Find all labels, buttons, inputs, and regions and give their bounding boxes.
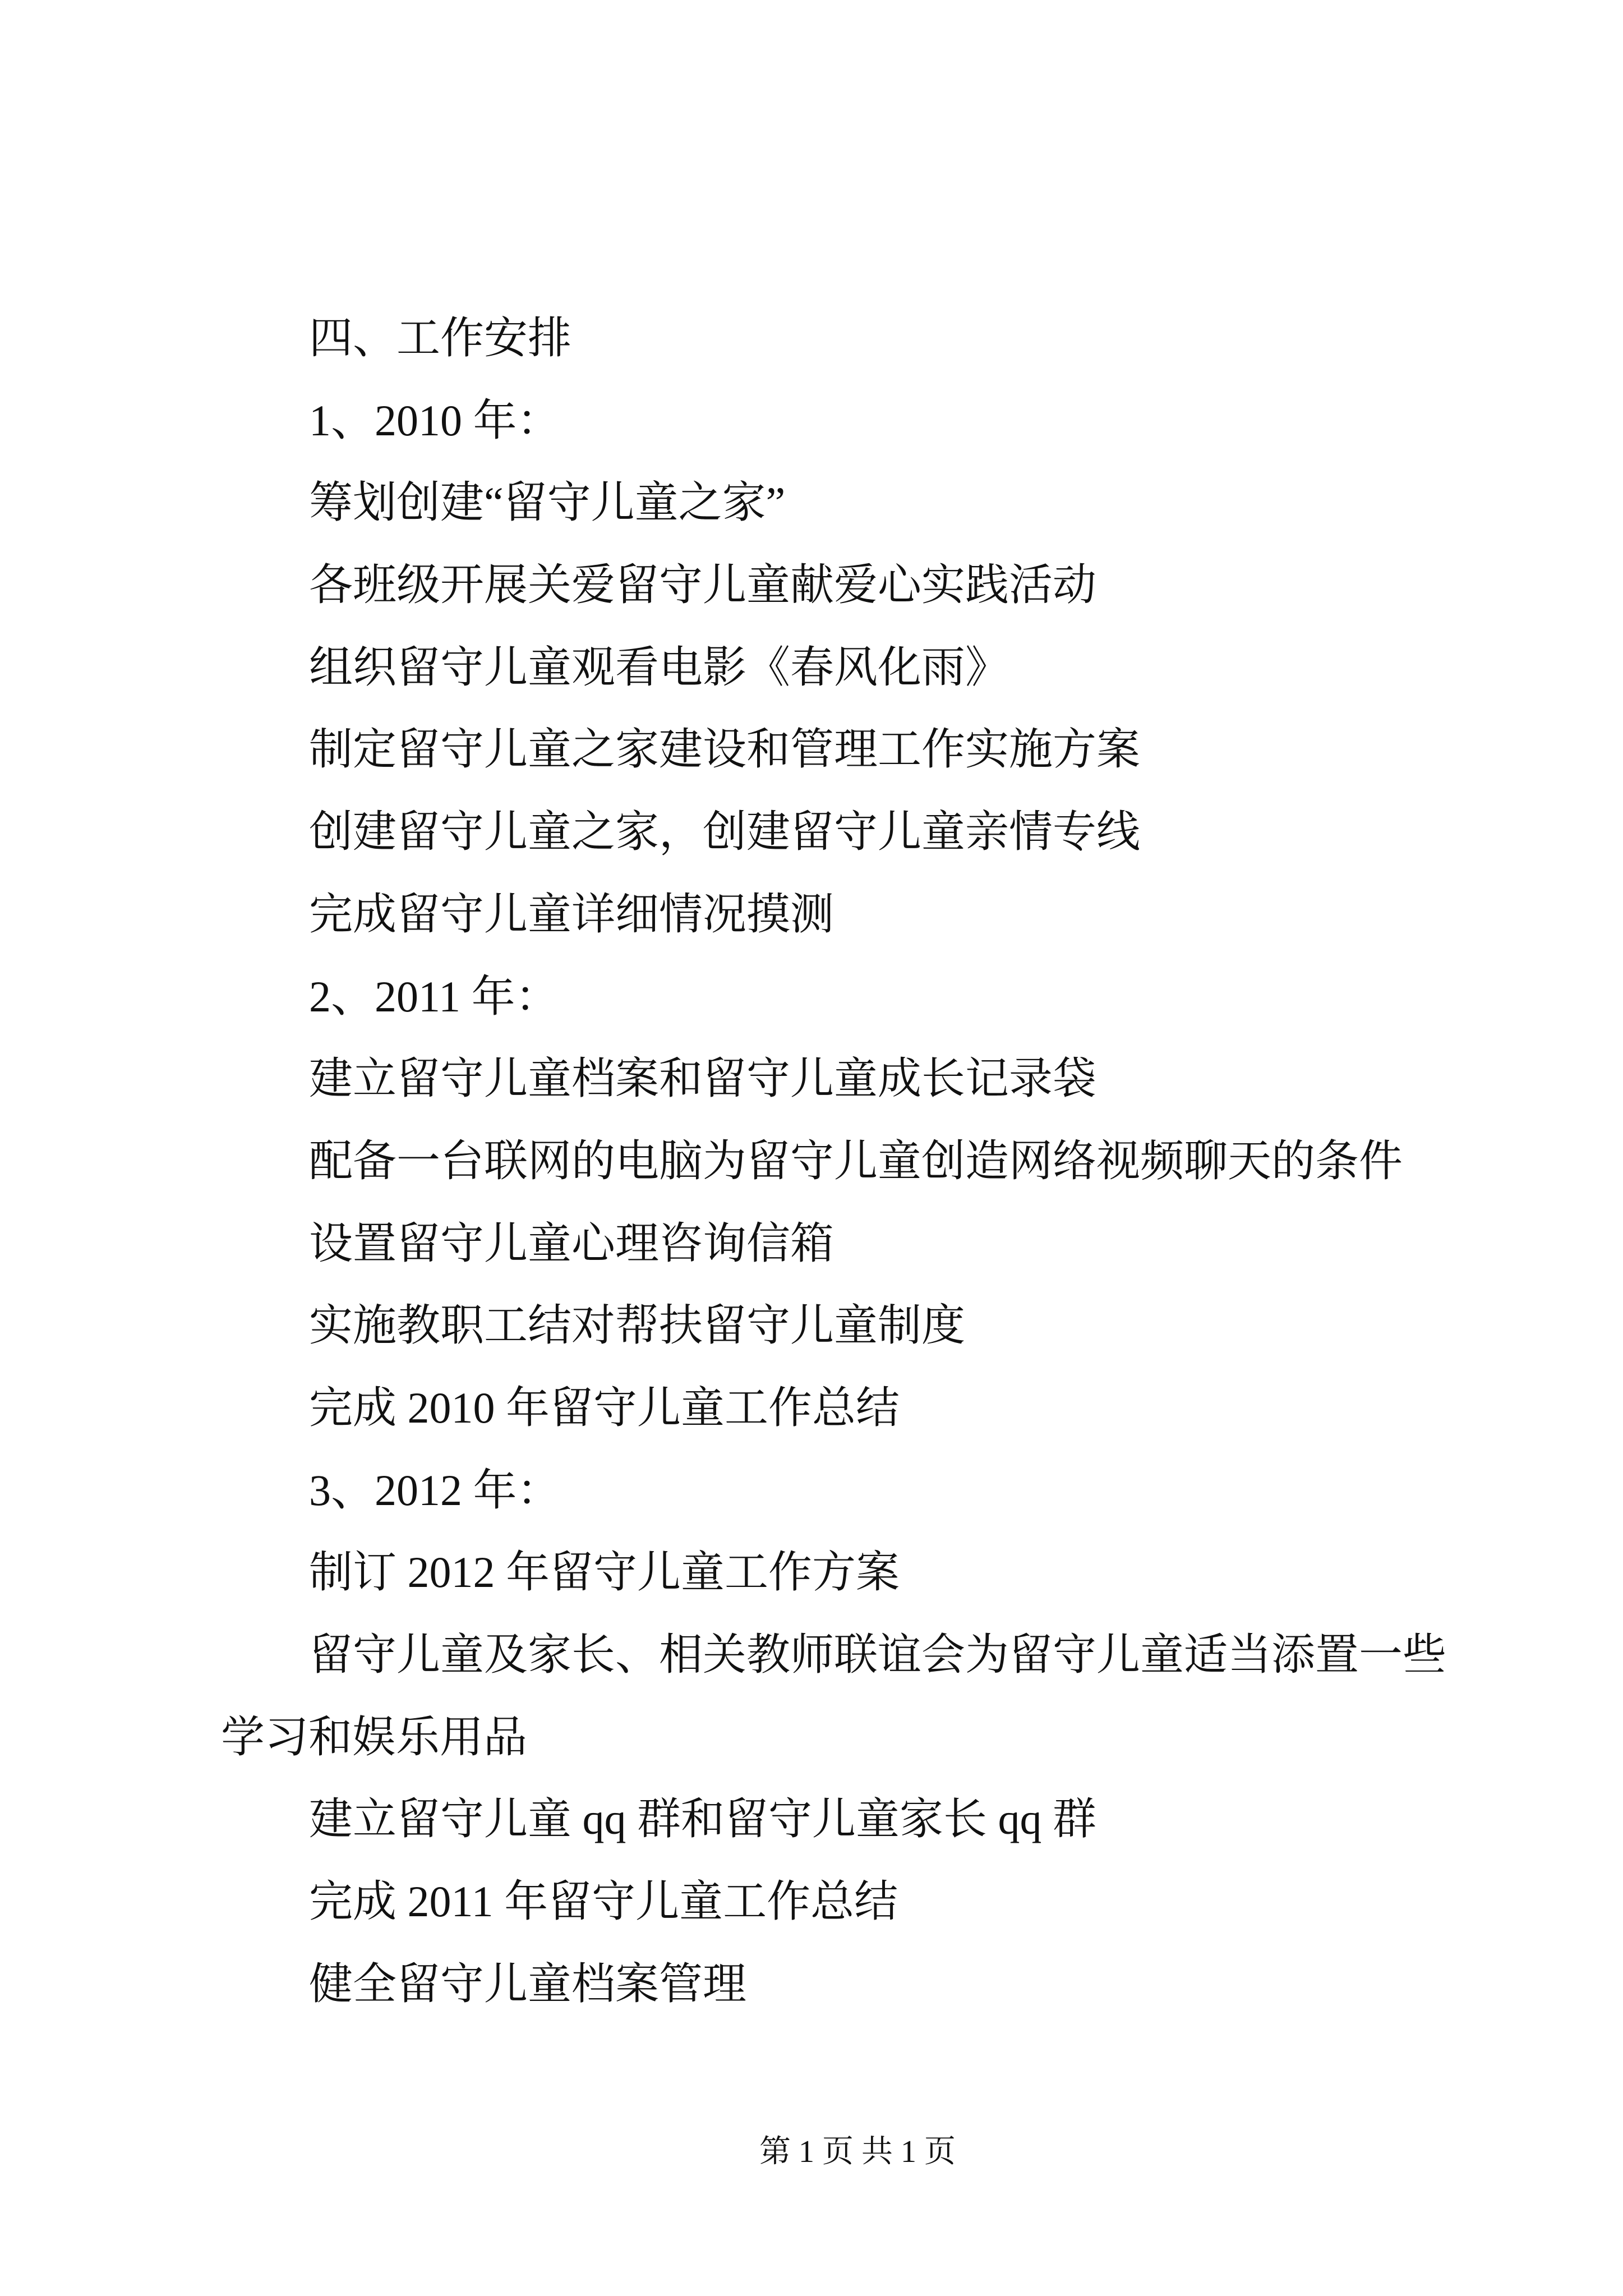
year-heading-2012: 3、2012 年： (309, 1465, 561, 1515)
plan-item: 创建留守儿童之家，创建留守儿童亲情专线 (309, 807, 1141, 857)
plan-item: 实施教职工结对帮扶留守儿童制度 (309, 1301, 966, 1350)
plan-item-line-2: 学习和娱乐用品 (221, 1712, 528, 1761)
plan-item: 建立留守儿童 qq 群和留守儿童家长 qq 群 (309, 1795, 1097, 1844)
plan-item: 各班级开展关爱留守儿童献爱心实践活动 (309, 560, 1097, 610)
plan-item-line-1: 留守儿童及家长、相关教师联谊会为留守儿童适当添置一些 (309, 1630, 1447, 1679)
section-heading: 四、工作安排 (309, 314, 572, 362)
plan-item: 制定留守儿童之家建设和管理工作实施方案 (309, 725, 1141, 774)
plan-item-wrapped (221, 1614, 1511, 1778)
plan-item: 筹划创建“留守儿童之家” (309, 478, 786, 527)
plan-item: 组织留守儿童观看电影《春风化雨》 (309, 642, 1009, 692)
plan-item: 健全留守儿童档案管理 (309, 1959, 747, 2008)
work-schedule-section (221, 297, 1511, 2025)
year-heading-2010: 1、2010 年： (309, 395, 561, 445)
plan-item: 完成 2011 年留守儿童工作总结 (309, 1877, 898, 1926)
plan-item: 完成留守儿童详细情况摸测 (309, 889, 834, 938)
plan-item: 完成 2010 年留守儿童工作总结 (309, 1383, 900, 1432)
page-footer: 第 1 页 共 1 页 (759, 2134, 956, 2169)
plan-item: 配备一台联网的电脑为留守儿童创造网络视频聊天的条件 (309, 1136, 1403, 1185)
plan-item: 设置留守儿童心理咨询信箱 (309, 1218, 834, 1268)
plan-item: 建立留守儿童档案和留守儿童成长记录袋 (309, 1054, 1097, 1103)
year-heading-2011: 2、2011 年： (309, 972, 559, 1021)
plan-item: 制订 2012 年留守儿童工作方案 (309, 1548, 900, 1597)
